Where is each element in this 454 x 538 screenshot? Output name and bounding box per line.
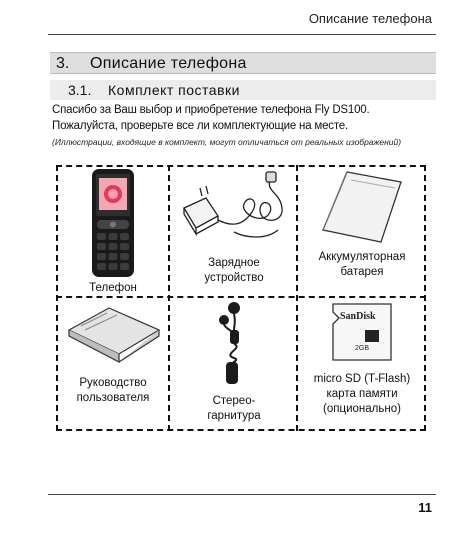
subsection-heading (50, 80, 436, 100)
sd-capacity-text: 2GB (355, 345, 370, 352)
item-label-headset: Стерео-гарнитура (207, 395, 261, 422)
item-headset (172, 300, 296, 424)
sd-card-icon (327, 300, 397, 364)
subsection-number: 3.1. (68, 82, 92, 98)
item-charger (172, 168, 296, 286)
sd-brand-text: SanDisk (340, 311, 376, 322)
charger-icon (174, 168, 294, 248)
grid-line-v3 (296, 165, 298, 431)
battery-icon (317, 168, 407, 246)
item-label-charger: Зарядное устройство (204, 257, 264, 284)
item-phone (58, 168, 168, 296)
section-number: 3. (56, 55, 70, 72)
footer-rule (48, 494, 436, 495)
running-head: Описание телефона (308, 11, 432, 26)
headset-icon (204, 300, 264, 388)
item-label-battery: Аккумуляторная батарея (318, 251, 406, 278)
item-label-manual: Руководство пользователя (76, 377, 150, 404)
header-rule (48, 34, 436, 35)
intro-paragraph: Спасибо за Ваш выбор и приобретение телефона Fly DS100. Пожалуйста, проверьте все ли комплектующие на месте. (52, 104, 370, 132)
item-manual (58, 300, 168, 406)
grid-line-h2 (56, 296, 426, 298)
grid-line-v2 (168, 165, 170, 431)
grid-line-h3 (56, 429, 426, 431)
illustration-note: (Иллюстрации, входящие в комплект, могут отличаться от реальных изображений) (52, 137, 402, 147)
grid-line-h1 (56, 165, 426, 167)
page-number: 11 (418, 500, 432, 515)
item-label-sd-card: micro SD (T-Flash) карта памяти (опционально) (313, 373, 411, 415)
subsection-title: Комплект поставки (108, 82, 240, 98)
mobile-phone-icon (89, 168, 137, 278)
item-battery (300, 168, 424, 280)
user-manual-icon (63, 300, 163, 370)
section-heading (50, 52, 436, 74)
item-sd-card (300, 300, 424, 417)
item-label-phone: Телефон (89, 282, 137, 294)
section-title: Описание телефона (90, 55, 247, 72)
grid-line-v4 (424, 165, 426, 431)
